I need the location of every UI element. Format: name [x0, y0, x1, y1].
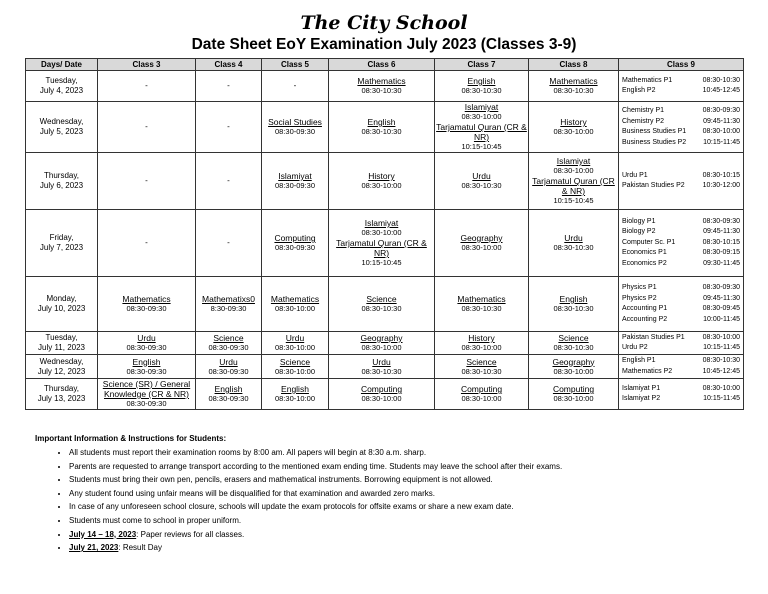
- table-row: [26, 277, 744, 332]
- subject-name: Social Studies: [268, 117, 322, 127]
- paper-name: Urdu P2: [622, 344, 648, 351]
- paper-row: [620, 138, 742, 149]
- no-exam-mark: -: [227, 81, 230, 90]
- exam-cell: [529, 71, 619, 102]
- paper-time: 10:15-11:45: [703, 395, 740, 402]
- exam-cell: [435, 210, 529, 277]
- subject-name: Computing: [274, 233, 316, 243]
- subject-name: Islamiyat: [464, 102, 499, 112]
- instruction-text: Students must bring their own pen, pencils, erasers and mathematical instruments. Borrowing equipment is not allowed.: [69, 475, 493, 485]
- exam-cell: [435, 153, 529, 210]
- paper-name: Pakistan Studies P1: [622, 333, 685, 341]
- exam-time: 08:30-10:00: [274, 343, 316, 352]
- paper-row: [620, 315, 742, 326]
- paper-time: 08:30-09:15: [702, 249, 740, 257]
- paper-name: Physics P2: [622, 294, 657, 302]
- exam-time: 08:30-09:30: [274, 127, 316, 136]
- date: July 4, 2023: [39, 86, 84, 95]
- exam-time: 08:30-10:00: [553, 166, 594, 175]
- exam-cell: [98, 355, 196, 379]
- instruction-text: Any student found using unfair means will be disqualified for that examination and awarded zero marks.: [69, 488, 435, 498]
- no-exam-mark: -: [145, 81, 148, 90]
- exam-time: 08:30-10:00: [274, 304, 316, 313]
- paper-time: 10:15-11:45: [703, 344, 740, 351]
- instruction-text: : Result Day: [118, 543, 162, 553]
- exam-cell: [529, 379, 619, 410]
- paper-row: [620, 86, 742, 97]
- paper-time: 10:15-11:45: [703, 138, 740, 146]
- exam-cell: [262, 355, 329, 379]
- class-9-papers: [620, 106, 742, 148]
- date: July 12, 2023: [37, 366, 86, 376]
- paper-row: [620, 304, 742, 315]
- exam-cell: [98, 379, 196, 410]
- table-row: [26, 210, 744, 277]
- paper-row: [620, 356, 742, 367]
- instructions-list: [35, 446, 735, 555]
- exam-cell: [329, 355, 435, 379]
- paper-row: [620, 227, 742, 238]
- exam-time: 08:30-09:30: [208, 394, 249, 403]
- subject-name: Geography: [460, 233, 503, 243]
- exam-cell: [98, 153, 196, 210]
- class-9-papers: [620, 76, 742, 97]
- instruction-item: [69, 473, 735, 487]
- exam-cell: [196, 379, 262, 410]
- subject-name: Mathematics: [122, 294, 171, 304]
- exam-cell: [329, 277, 435, 332]
- exam-cell: [435, 277, 529, 332]
- table-row: [26, 71, 744, 102]
- subject-name: English: [559, 294, 588, 304]
- paper-name: Accounting P2: [622, 315, 668, 323]
- paper-name: Chemistry P1: [622, 107, 665, 114]
- exam-cell: [529, 153, 619, 210]
- paper-time: 08:30-09:30: [702, 284, 740, 291]
- exam-cell: [529, 210, 619, 277]
- weekday: Thursday,: [44, 171, 79, 180]
- paper-time: 08:30-10:00: [702, 333, 740, 341]
- class-9-papers: [620, 384, 742, 405]
- exam-time: 08:30-09:30: [208, 366, 249, 376]
- date-cell: [26, 355, 98, 379]
- paper-row: [620, 384, 742, 395]
- instruction-date: July 14 – 18, 2023: [69, 529, 137, 539]
- class-9-cell: [619, 379, 744, 410]
- instructions-heading: Important Information & Instructions for Students:: [35, 434, 227, 443]
- no-exam-mark: -: [227, 238, 230, 247]
- exam-cell: [529, 102, 619, 153]
- subject-name: Urdu: [472, 171, 491, 181]
- paper-time: 08:30-10:00: [702, 384, 740, 392]
- instruction-text: Students must come to school in proper uniform.: [69, 515, 242, 525]
- header-class-6: Class 6: [329, 59, 435, 71]
- subject-name: Islamiyat: [364, 218, 399, 228]
- exam-time: 08:30-09:30: [208, 343, 249, 352]
- paper-row: [620, 248, 742, 259]
- paper-name: English P1: [622, 357, 656, 364]
- paper-time: 10:45-12:45: [702, 87, 740, 94]
- paper-name: Urdu P1: [622, 171, 648, 179]
- class-9-cell: [619, 102, 744, 153]
- paper-time: 09:45-11:30: [703, 228, 740, 236]
- exam-cell: [196, 153, 262, 210]
- exam-cell: [196, 277, 262, 332]
- no-exam-mark: -: [227, 122, 230, 131]
- instruction-item: [69, 500, 735, 514]
- paper-row: [620, 238, 742, 249]
- paper-time: 09:30-11:45: [703, 259, 740, 267]
- subject-name: History: [468, 333, 495, 343]
- subject-name: Computing: [460, 384, 503, 394]
- paper-name: Physics P1: [622, 284, 657, 291]
- subject-name: Mathematics: [457, 294, 506, 304]
- paper-name: Islamiyat P2: [622, 395, 661, 402]
- header-class-3: Class 3: [98, 59, 196, 71]
- paper-row: [620, 171, 742, 182]
- instruction-text: In case of any unforeseen school closure, schools will update the exam protocols for offsite exams or share a new exam date.: [69, 502, 514, 512]
- school-name: The City School: [300, 12, 468, 34]
- subject-name: English: [281, 384, 309, 394]
- paper-row: [620, 117, 742, 128]
- exam-time: 08:30-09:30: [274, 243, 316, 252]
- paper-name: Pakistan Studies P2: [622, 182, 685, 189]
- paper-row: [620, 367, 742, 378]
- paper-row: [620, 283, 742, 294]
- exam-time: 10:15-10:45: [461, 142, 502, 151]
- exam-time: 08:30-10:00: [553, 127, 594, 136]
- exam-cell: [98, 210, 196, 277]
- paper-time: 09:45-11:30: [703, 117, 740, 125]
- paper-name: Mathematics P2: [622, 367, 673, 375]
- subject-name: Tarjamatul Quran (CR & NR): [336, 238, 427, 258]
- date-cell: [26, 153, 98, 210]
- exam-time: 08:30-09:30: [126, 304, 167, 313]
- class-9-papers: [620, 356, 742, 377]
- instructions-section: [35, 434, 735, 555]
- paper-name: Biology P2: [622, 228, 656, 236]
- instruction-item: [69, 460, 735, 474]
- instruction-item: [69, 514, 735, 528]
- subject-name: Mathematics: [549, 76, 598, 86]
- exam-cell: [529, 332, 619, 355]
- paper-row: [620, 343, 742, 354]
- header-class-8: Class 8: [529, 59, 619, 71]
- exam-cell: [529, 355, 619, 379]
- subject-name: English: [467, 76, 496, 86]
- date: July 13, 2023: [37, 394, 86, 403]
- exam-time: 08:30-10:00: [361, 228, 402, 237]
- exam-time: 08:30-10:30: [553, 86, 594, 95]
- exam-cell: [329, 102, 435, 153]
- exam-cell: [435, 71, 529, 102]
- exam-time: 08:30-09:30: [126, 399, 167, 408]
- exam-cell: [262, 153, 329, 210]
- exam-cell: [196, 210, 262, 277]
- date: July 5, 2023: [39, 127, 84, 136]
- exam-cell: [98, 102, 196, 153]
- paper-name: Biology P1: [622, 217, 656, 225]
- class-9-papers: [620, 333, 742, 354]
- subject-name: English: [132, 356, 161, 367]
- subject-name: Urdu: [564, 233, 583, 243]
- subject-name: Islamiyat: [556, 156, 591, 166]
- subject-name: Urdu: [219, 356, 238, 367]
- page-title: Date Sheet EoY Examination July 2023 (Classes 3-9): [191, 36, 577, 53]
- table-row: [26, 153, 744, 210]
- exam-time: 08:30-10:00: [461, 112, 502, 121]
- paper-time: 08:30-09:30: [702, 217, 740, 225]
- paper-name: Economics P2: [622, 259, 667, 267]
- paper-row: [620, 333, 742, 344]
- exam-cell: [435, 355, 529, 379]
- exam-cell: [435, 332, 529, 355]
- exam-time: 08:30-09:30: [126, 343, 167, 352]
- header-days: Days/ Date: [26, 59, 98, 71]
- instruction-text: All students must report their examination rooms by 8:00 am. All papers will begin at 8:30 a.m. sharp.: [69, 448, 427, 457]
- instruction-date: July 21, 2023: [69, 543, 119, 553]
- exam-time: 10:15-10:45: [361, 258, 402, 267]
- paper-time: 08:30-10:15: [702, 171, 740, 179]
- paper-row: [620, 394, 742, 405]
- subject-name: Science (SR) / General Knowledge (CR & NR): [102, 379, 191, 399]
- no-exam-mark: -: [145, 176, 148, 185]
- weekday: Tuesday,: [45, 333, 78, 342]
- weekday: Tuesday,: [45, 76, 78, 85]
- exam-cell: [262, 277, 329, 332]
- exam-time: 08:30-10:30: [361, 366, 402, 376]
- exam-time: 08:30-10:00: [361, 343, 402, 352]
- exam-time: 08:30-10:30: [361, 304, 402, 313]
- paper-name: Chemistry P2: [622, 117, 665, 125]
- exam-time: 08:30-10:00: [361, 181, 402, 190]
- subject-name: Science: [366, 294, 397, 304]
- class-9-papers: [620, 217, 742, 270]
- exam-cell: [329, 153, 435, 210]
- no-exam-mark: -: [227, 176, 230, 185]
- subject-name: Computing: [360, 384, 403, 394]
- class-9-cell: [619, 153, 744, 210]
- exam-time: 08:30-10:00: [553, 366, 594, 376]
- date-cell: [26, 71, 98, 102]
- date: July 10, 2023: [37, 304, 86, 313]
- subject-name: Geography: [552, 356, 595, 367]
- exam-time: 08:30-10:30: [553, 243, 594, 252]
- subject-name: English: [214, 384, 243, 394]
- subject-name: Tarjamatul Quran (CR & NR): [532, 176, 615, 196]
- table-row: [26, 102, 744, 153]
- date-cell: [26, 210, 98, 277]
- subject-name: Science: [558, 333, 589, 343]
- exam-cell: [329, 332, 435, 355]
- exam-cell: [196, 332, 262, 355]
- paper-time: 08:30-10:30: [702, 76, 740, 84]
- exam-time: 08:30-10:00: [361, 394, 402, 403]
- date-cell: [26, 332, 98, 355]
- paper-row: [620, 217, 742, 228]
- instruction-text: Parents are requested to arrange transport according to the mentioned exam ending time. Students may leave the school after their exams.: [69, 461, 563, 471]
- paper-time: 08:30-10:15: [702, 238, 740, 246]
- instruction-item: [69, 446, 735, 460]
- exam-cell: [196, 355, 262, 379]
- subject-name: Urdu: [372, 356, 391, 367]
- exam-time: 08:30-09:30: [274, 181, 316, 190]
- subject-name: Urdu: [285, 333, 305, 343]
- paper-time: 08:30-09:30: [702, 107, 740, 114]
- subject-name: Science: [466, 356, 497, 367]
- exam-cell: [435, 102, 529, 153]
- exam-time: 08:30-10:30: [553, 343, 594, 352]
- paper-name: Computer Sc. P1: [622, 238, 676, 246]
- paper-name: Islamiyat P1: [622, 384, 661, 392]
- date: July 11, 2023: [38, 343, 85, 352]
- paper-time: 10:45-12:45: [702, 367, 740, 375]
- paper-time: 08:30-10:00: [702, 128, 740, 135]
- subject-name: Mathematics: [357, 76, 406, 86]
- exam-time: 8:30-09:30: [210, 304, 247, 313]
- subject-name: Computing: [552, 384, 595, 394]
- class-9-cell: [619, 355, 744, 379]
- paper-name: Mathematics P1: [622, 76, 673, 84]
- date-sheet-table: [25, 58, 744, 410]
- subject-name: History: [368, 171, 395, 181]
- class-9-cell: [619, 332, 744, 355]
- instruction-item: [69, 528, 735, 542]
- exam-time: 08:30-10:00: [553, 394, 594, 403]
- paper-time: 09:45-11:30: [703, 294, 740, 302]
- class-9-cell: [619, 277, 744, 332]
- class-9-papers: [620, 283, 742, 325]
- exam-time: 08:30-10:00: [461, 394, 502, 403]
- no-exam-mark: -: [293, 81, 297, 90]
- subject-name: Tarjamatul Quran (CR & NR): [436, 122, 527, 142]
- subject-name: Science: [279, 356, 311, 367]
- exam-time: 08:30-10:00: [274, 394, 316, 403]
- paper-row: [620, 127, 742, 138]
- subject-name: Geography: [360, 333, 403, 343]
- exam-cell: [262, 102, 329, 153]
- paper-row: [620, 259, 742, 270]
- paper-time: 08:30-10:30: [702, 357, 740, 364]
- exam-time: 08:30-10:30: [461, 86, 502, 95]
- exam-cell: [529, 277, 619, 332]
- paper-name: English P2: [622, 87, 656, 94]
- weekday: Friday,: [49, 233, 74, 242]
- header-class-9: Class 9: [619, 59, 744, 71]
- subject-name: Urdu: [137, 333, 156, 343]
- paper-row: [620, 106, 742, 117]
- exam-time: 08:30-09:30: [126, 366, 167, 376]
- subject-name: Science: [213, 333, 244, 343]
- subject-name: Mathematixs0: [202, 294, 255, 304]
- paper-row: [620, 76, 742, 87]
- weekday: Thursday,: [44, 384, 79, 393]
- exam-cell: [262, 210, 329, 277]
- weekday: Wednesday,: [39, 356, 84, 366]
- paper-row: [620, 181, 742, 192]
- exam-time: 08:30-10:00: [274, 366, 316, 376]
- exam-cell: [329, 379, 435, 410]
- paper-name: Business Studies P1: [622, 128, 687, 135]
- exam-cell: [262, 332, 329, 355]
- exam-cell: [98, 71, 196, 102]
- date-cell: [26, 379, 98, 410]
- exam-time: 08:30-10:30: [361, 127, 402, 136]
- exam-cell: [329, 71, 435, 102]
- date-cell: [26, 102, 98, 153]
- instruction-item: [69, 541, 735, 555]
- subject-name: History: [560, 117, 587, 127]
- exam-time: 10:15-10:45: [553, 196, 594, 205]
- instruction-text: : Paper reviews for all classes.: [136, 529, 245, 539]
- exam-cell: [196, 102, 262, 153]
- exam-cell: [262, 71, 329, 102]
- table-row: [26, 332, 744, 355]
- exam-time: 08:30-10:00: [461, 343, 502, 352]
- date: July 7, 2023: [39, 243, 84, 252]
- class-9-cell: [619, 210, 744, 277]
- class-9-papers: [620, 171, 742, 192]
- date-cell: [26, 277, 98, 332]
- exam-cell: [262, 379, 329, 410]
- exam-time: 08:30-10:00: [461, 243, 502, 252]
- exam-cell: [329, 210, 435, 277]
- table-row: [26, 379, 744, 410]
- header-class-4: Class 4: [196, 59, 262, 71]
- class-9-cell: [619, 71, 744, 102]
- paper-name: Economics P1: [622, 249, 667, 257]
- paper-name: Business Studies P2: [622, 138, 687, 146]
- exam-cell: [435, 379, 529, 410]
- paper-name: Accounting P1: [622, 305, 668, 312]
- exam-time: 08:30-10:30: [461, 304, 502, 313]
- exam-cell: [98, 277, 196, 332]
- no-exam-mark: -: [145, 238, 148, 247]
- date: July 6, 2023: [39, 181, 84, 190]
- table-row: [26, 355, 744, 379]
- exam-time: 08:30-10:30: [461, 181, 502, 190]
- subject-name: Islamiyat: [278, 171, 312, 181]
- subject-name: English: [367, 117, 396, 127]
- exam-time: 08:30-10:30: [361, 86, 402, 95]
- table-header-row: [26, 59, 744, 71]
- exam-cell: [98, 332, 196, 355]
- paper-time: 10:00-11:45: [703, 315, 740, 323]
- exam-time: 08:30-10:30: [461, 366, 502, 376]
- header-class-5: Class 5: [262, 59, 329, 71]
- exam-cell: [196, 71, 262, 102]
- paper-row: [620, 294, 742, 305]
- weekday: Wednesday,: [39, 117, 84, 126]
- subject-name: Mathematics: [270, 294, 320, 304]
- paper-time: 10:30-12:00: [702, 182, 740, 189]
- weekday: Monday,: [46, 294, 77, 303]
- exam-time: 08:30-10:30: [553, 304, 594, 313]
- paper-time: 08:30-09:45: [702, 305, 740, 312]
- no-exam-mark: -: [145, 122, 148, 131]
- instruction-item: [69, 487, 735, 501]
- header-class-7: Class 7: [435, 59, 529, 71]
